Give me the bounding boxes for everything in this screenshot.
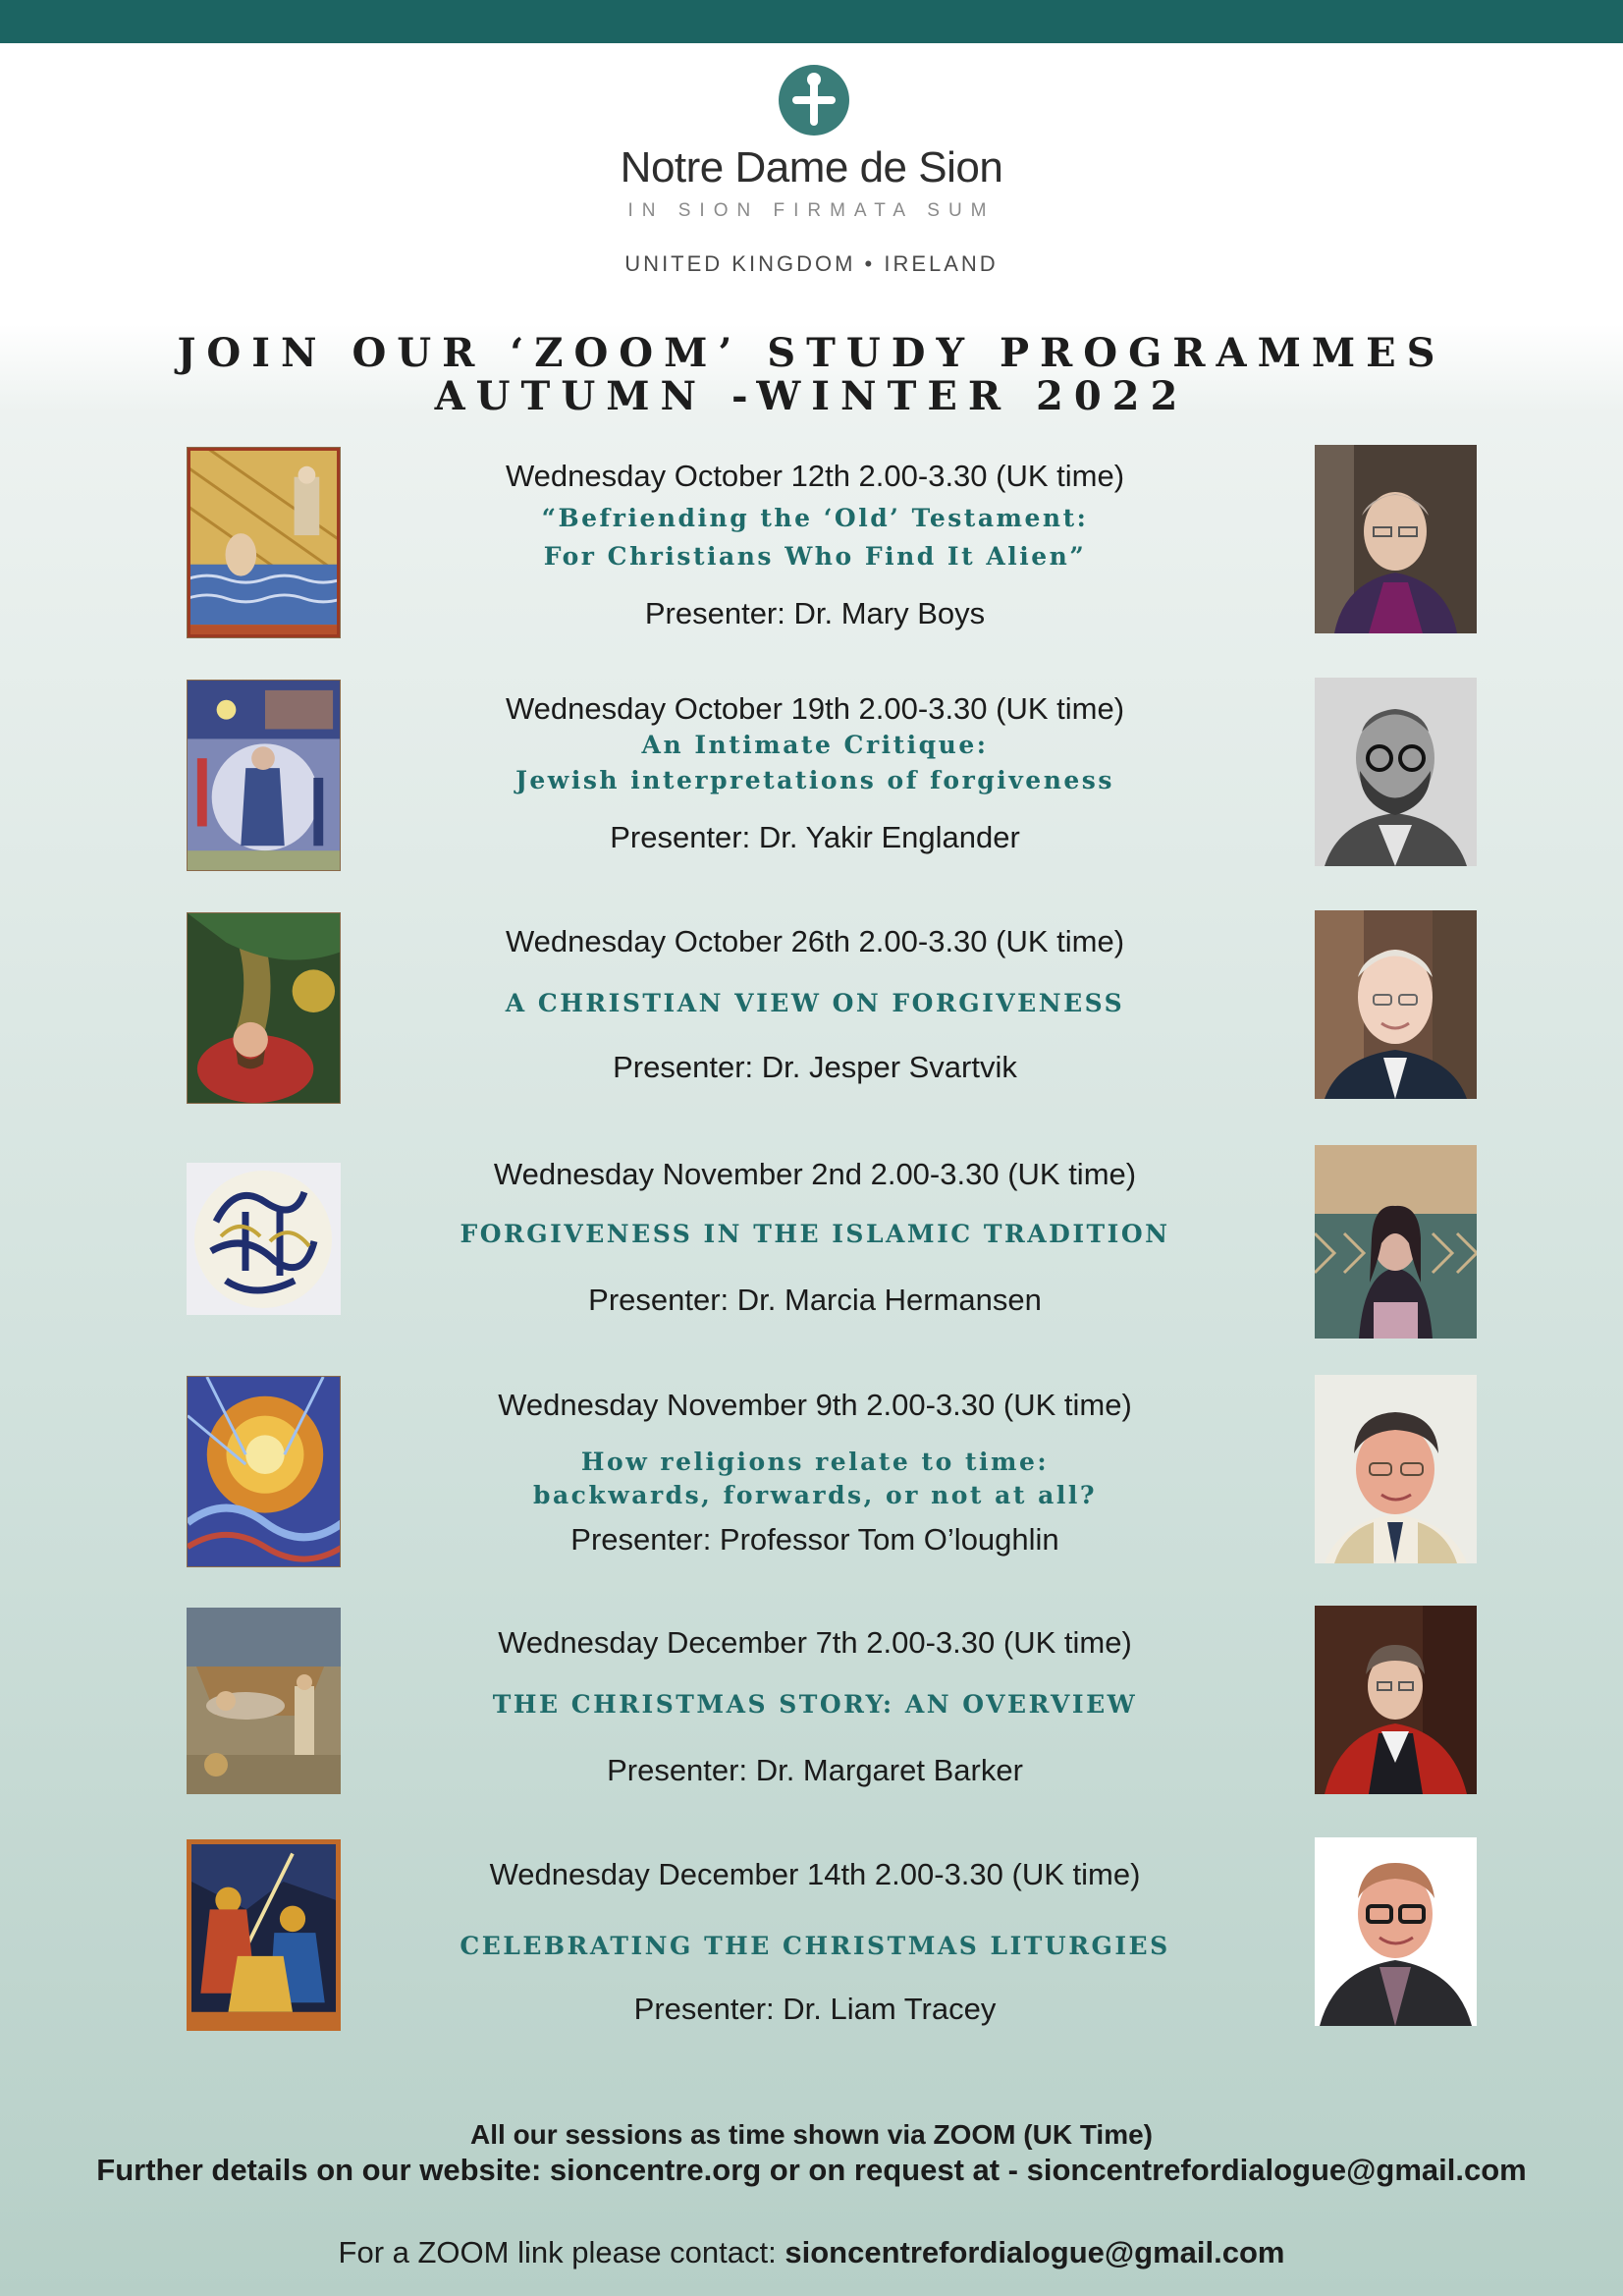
footer-note: All our sessions as time shown via ZOOM (UK Time) bbox=[470, 2119, 1153, 2150]
session-date: Wednesday December 7th 2.00-3.30 (UK time) bbox=[498, 1625, 1132, 1660]
session-presenter: Presenter: Dr. Jesper Svartvik bbox=[613, 1050, 1017, 1084]
session-item bbox=[0, 680, 1623, 876]
session-presenter: Presenter: Dr. Liam Tracey bbox=[633, 1992, 997, 2026]
page-subheading: AUTUMN -WINTER 2022 bbox=[434, 373, 1189, 419]
cross-logo-icon bbox=[779, 65, 849, 136]
presenter-portrait-photo bbox=[1315, 1145, 1477, 1339]
session-item bbox=[0, 1376, 1623, 1572]
session-presenter: Presenter: Dr. Mary Boys bbox=[644, 596, 986, 630]
top-color-bar bbox=[0, 0, 1623, 43]
session-item bbox=[0, 1839, 1623, 2036]
session-title: FORGIVENESS IN THE ISLAMIC TRADITION bbox=[460, 1220, 1170, 1248]
session-presenter: Presenter: Dr. Marcia Hermansen bbox=[588, 1283, 1042, 1317]
painting-image bbox=[187, 680, 341, 871]
session-date: Wednesday December 14th 2.00-3.30 (UK time) bbox=[489, 1857, 1141, 1891]
footer-contact bbox=[0, 2235, 1623, 2270]
abstract-painting-image bbox=[187, 1376, 341, 1567]
presenter-portrait-photo bbox=[1315, 1606, 1477, 1794]
session-date: Wednesday November 9th 2.00-3.30 (UK time) bbox=[498, 1388, 1132, 1422]
session-title: backwards, forwards, or not at all? bbox=[533, 1481, 1097, 1509]
footer-details: Further details on our website: sioncentre.org or on request at - sioncentrefordialogue@gmail.com bbox=[96, 2153, 1527, 2187]
calligraphy-image bbox=[187, 1163, 341, 1315]
org-name: Notre Dame de Sion bbox=[620, 143, 1003, 191]
fresco-image bbox=[187, 1608, 341, 1794]
illuminated-manuscript-image bbox=[187, 447, 341, 638]
motto: IN SION FIRMATA SUM bbox=[627, 200, 996, 221]
session-title: An Intimate Critique: bbox=[641, 731, 989, 759]
region-label: UNITED KINGDOM • IRELAND bbox=[624, 251, 999, 276]
session-item bbox=[0, 447, 1623, 643]
contact-email-link[interactable]: sioncentrefordialogue@gmail.com bbox=[784, 2235, 1285, 2269]
session-presenter: Presenter: Professor Tom O’loughlin bbox=[570, 1522, 1059, 1557]
session-date: Wednesday October 12th 2.00-3.30 (UK time) bbox=[505, 459, 1125, 493]
painting-image bbox=[187, 912, 341, 1104]
session-title: A CHRISTIAN VIEW ON FORGIVENESS bbox=[505, 989, 1125, 1017]
session-item bbox=[0, 912, 1623, 1109]
session-date: Wednesday October 19th 2.00-3.30 (UK time) bbox=[505, 691, 1125, 726]
presenter-portrait-photo bbox=[1315, 910, 1477, 1099]
session-presenter: Presenter: Dr. Margaret Barker bbox=[607, 1753, 1023, 1787]
session-presenter: Presenter: Dr. Yakir Englander bbox=[610, 820, 1020, 854]
page-heading: JOIN OUR ‘ZOOM’ STUDY PROGRAMMES bbox=[177, 330, 1446, 376]
session-title: THE CHRISTMAS STORY: AN OVERVIEW bbox=[492, 1690, 1138, 1719]
presenter-portrait-photo bbox=[1315, 445, 1477, 633]
presenter-portrait-photo bbox=[1315, 678, 1477, 866]
session-item bbox=[0, 1608, 1623, 1804]
session-item bbox=[0, 1145, 1623, 1341]
session-title: CELEBRATING THE CHRISTMAS LITURGIES bbox=[460, 1932, 1170, 1960]
session-date: Wednesday October 26th 2.00-3.30 (UK time) bbox=[505, 924, 1125, 958]
icon-painting-image bbox=[187, 1839, 341, 2031]
session-title: For Christians Who Find It Alien” bbox=[543, 542, 1087, 571]
session-title: Jewish interpretations of forgiveness bbox=[515, 766, 1114, 794]
session-date: Wednesday November 2nd 2.00-3.30 (UK time) bbox=[493, 1157, 1137, 1191]
presenter-portrait-photo bbox=[1315, 1837, 1477, 2026]
presenter-portrait-photo bbox=[1315, 1375, 1477, 1563]
session-title: “Befriending the ‘Old’ Testament: bbox=[541, 504, 1089, 532]
footer-contact-label: For a ZOOM link please contact: bbox=[338, 2235, 785, 2269]
session-title: How religions relate to time: bbox=[580, 1448, 1050, 1476]
